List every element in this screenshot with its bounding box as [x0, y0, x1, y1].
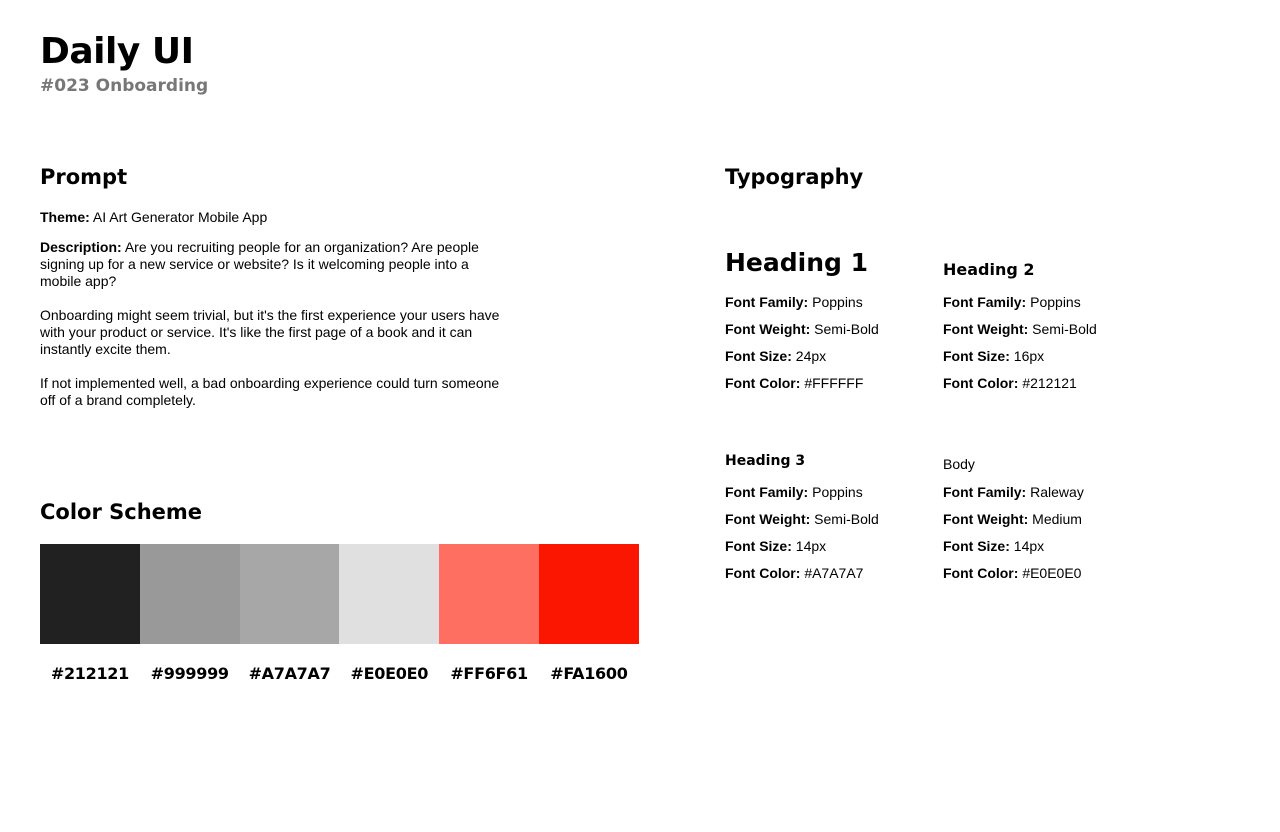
page-header: [40, 30, 208, 96]
font-size-label: Font Size:: [725, 538, 792, 554]
font-color-value: #212121: [1022, 375, 1077, 391]
swatch-row: [40, 544, 639, 683]
prompt-paragraph-2: Onboarding might seem trivial, but it's the first experience your users have with your product or service. It's like the first page of a book and it can instantly excite them.: [40, 307, 500, 357]
swatch-item: [439, 544, 539, 683]
font-color-label: Font Color:: [943, 565, 1019, 581]
color-swatch: [240, 544, 340, 644]
type-spec-card: [943, 260, 1097, 402]
font-weight-value: Semi-Bold: [1032, 321, 1097, 337]
prompt-section: [40, 164, 510, 426]
type-spec-card: [943, 455, 1084, 592]
typography-title: Typography: [725, 165, 864, 189]
font-color-line: [725, 375, 879, 392]
font-size-label: Font Size:: [943, 538, 1010, 554]
font-color-line: [943, 565, 1084, 582]
font-color-value: #FFFFFF: [804, 375, 864, 391]
swatch-item: [339, 544, 439, 683]
font-weight-line: [943, 511, 1084, 528]
font-size-value: 24px: [795, 348, 827, 364]
font-color-line: [725, 565, 879, 582]
color-swatch: [40, 544, 140, 644]
type-spec-card: [725, 248, 879, 402]
font-color-value: #A7A7A7: [804, 565, 864, 581]
theme-value: AI Art Generator Mobile App: [92, 209, 268, 225]
page-subtitle: #023 Onboarding: [40, 76, 209, 96]
font-color-line: [943, 375, 1097, 392]
swatch-item: [40, 544, 140, 683]
font-family-line: [943, 294, 1097, 311]
type-style-name: Body: [943, 456, 975, 472]
color-swatch: [539, 544, 639, 644]
swatch-item: [240, 544, 340, 683]
swatch-hex-label: #212121: [50, 664, 129, 683]
font-weight-value: Semi-Bold: [814, 321, 879, 337]
font-family-line: [943, 484, 1084, 501]
font-weight-label: Font Weight:: [943, 511, 1029, 527]
font-family-value: Raleway: [1030, 484, 1084, 500]
theme-label: Theme:: [40, 209, 90, 225]
font-weight-value: Medium: [1032, 511, 1082, 527]
swatch-hex-label: #999999: [150, 664, 229, 683]
font-weight-label: Font Weight:: [725, 321, 811, 337]
swatch-hex-label: #FA1600: [550, 664, 628, 683]
font-family-line: [725, 294, 879, 311]
font-weight-label: Font Weight:: [943, 321, 1029, 337]
font-color-label: Font Color:: [943, 375, 1019, 391]
description-label: Description:: [40, 239, 122, 255]
font-color-label: Font Color:: [725, 565, 801, 581]
font-family-value: Poppins: [812, 294, 863, 310]
page-title: Daily UI: [40, 31, 194, 72]
font-size-value: 14px: [795, 538, 827, 554]
font-weight-label: Font Weight:: [725, 511, 811, 527]
type-style-name: Heading 3: [725, 453, 806, 469]
font-family-value: Poppins: [812, 484, 863, 500]
font-color-value: #E0E0E0: [1022, 565, 1082, 581]
description-value: Are you recruiting people for an organization? Are people signing up for a new service or website? Is it welcoming people into a mobile app?: [40, 239, 479, 289]
font-size-line: [943, 348, 1097, 365]
font-size-line: [725, 538, 879, 555]
font-color-label: Font Color:: [725, 375, 801, 391]
color-swatch: [339, 544, 439, 644]
font-family-label: Font Family:: [943, 294, 1027, 310]
font-family-line: [725, 484, 879, 501]
font-weight-line: [943, 321, 1097, 338]
font-size-line: [943, 538, 1084, 555]
typography-section: [725, 164, 1225, 610]
font-weight-value: Semi-Bold: [814, 511, 879, 527]
prompt-paragraph-3: If not implemented well, a bad onboarding experience could turn someone off of a brand completely.: [40, 375, 500, 408]
swatch-hex-label: #FF6F61: [450, 664, 528, 683]
font-size-value: 16px: [1013, 348, 1045, 364]
font-weight-line: [725, 321, 879, 338]
font-weight-line: [725, 511, 879, 528]
prompt-title: Prompt: [40, 165, 128, 189]
swatch-hex-label: #A7A7A7: [248, 664, 331, 683]
color-swatch: [439, 544, 539, 644]
type-style-name: Heading 2: [943, 260, 1035, 279]
font-size-label: Font Size:: [943, 348, 1010, 364]
font-family-value: Poppins: [1030, 294, 1081, 310]
color-swatch: [140, 544, 240, 644]
type-spec-card: [725, 452, 879, 592]
font-family-label: Font Family:: [725, 294, 809, 310]
typography-grid: [725, 190, 1225, 610]
swatch-item: [140, 544, 240, 683]
theme-paragraph: [40, 209, 510, 226]
swatch-item: [539, 544, 639, 683]
description-paragraph: [40, 239, 510, 290]
font-family-label: Font Family:: [725, 484, 809, 500]
font-size-label: Font Size:: [725, 348, 792, 364]
font-size-value: 14px: [1013, 538, 1045, 554]
swatch-hex-label: #E0E0E0: [350, 664, 429, 683]
color-scheme-title: Color Scheme: [40, 500, 203, 524]
font-size-line: [725, 348, 879, 365]
color-scheme-section: [40, 499, 639, 683]
type-style-name: Heading 1: [725, 248, 869, 277]
font-family-label: Font Family:: [943, 484, 1027, 500]
